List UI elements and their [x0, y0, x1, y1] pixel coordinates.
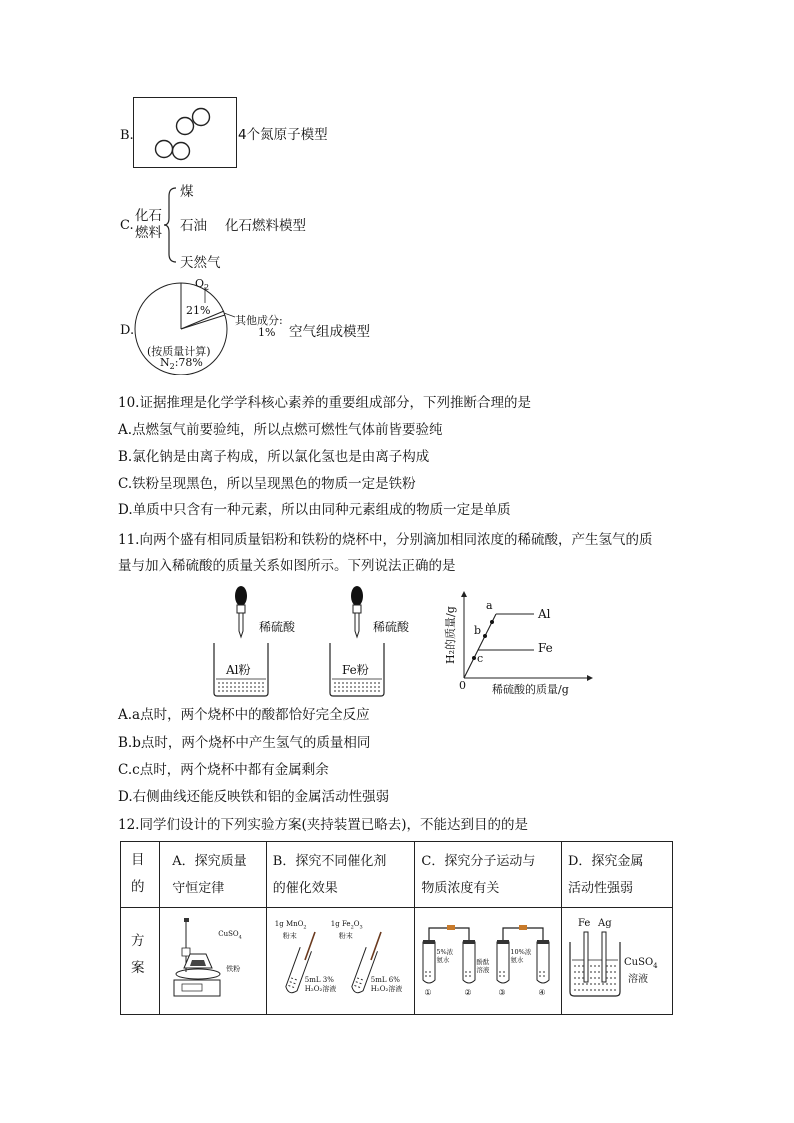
tube2-powder-label: 1g $Fe_2O_3$ 粉末 — [330, 920, 363, 941]
cuso4-solution-label: CuSO$_4$ 溶液 — [624, 957, 658, 985]
tube1-solution-label: 5mL 3% H₂O₂溶液 — [304, 976, 337, 993]
q11-stem-line1: 11.向两个盛有相同质量铝粉和铁粉的烧杯中，分别滴加相同浓度的稀硫酸，产生氢气的质 — [118, 532, 653, 548]
point-c — [472, 656, 476, 660]
header-c: C．探究分子运动与 物质浓度有关 — [415, 842, 562, 908]
q10-option-d: D.单质中只含有一种元素，所以由同种元素组成的物质一定是单质 — [118, 502, 511, 518]
label-c: c — [477, 652, 484, 665]
experiment-table — [120, 841, 673, 1015]
nitrogen-atoms-diagram — [133, 97, 239, 169]
scheme-label-cell — [121, 908, 160, 1015]
cuso4-label-a: CuSO$_4$ — [218, 930, 242, 941]
scheme-b-cell — [266, 908, 415, 1015]
point-b — [483, 634, 487, 638]
option-b-label: B. — [120, 128, 134, 143]
purpose-label: 目 的 — [131, 852, 145, 895]
other-percent: 1% — [258, 326, 276, 339]
q11-option-d: D.右侧曲线还能反映铁和铝的金属活动性强弱 — [118, 789, 390, 805]
o2-percent: 21% — [186, 304, 211, 317]
beaker-al-diagram — [210, 585, 270, 700]
label-a: a — [486, 599, 493, 612]
c-label-3: 10%浓 氨水 — [510, 948, 532, 964]
header-d: D．探究金属 活动性强弱 — [562, 842, 673, 908]
c-num-1: ① — [424, 988, 432, 997]
header-a: A．探究质量 守恒定律 — [160, 842, 267, 908]
c-num-3: ③ — [498, 988, 506, 997]
option-c-caption: 化石燃料模型 — [225, 218, 306, 234]
fuel-item-gas: 天然气 — [180, 255, 221, 271]
fuel-item-oil: 石油 — [180, 218, 207, 234]
option-c-group — [135, 208, 162, 242]
group-line-2: 燃料 — [135, 225, 162, 241]
scheme-c-cell — [415, 908, 562, 1015]
fe-label: Fe — [578, 918, 591, 929]
beaker-al-reagent: 稀硫酸 — [259, 620, 296, 634]
graph-ylabel: H₂的质量/g — [444, 606, 457, 664]
tube1-powder-label: 1g MnO$_2$ 粉末 — [274, 920, 307, 941]
label-b: b — [474, 624, 482, 637]
q11-stem-line2: 量与加入稀硫酸的质量关系如图所示。下列说法正确的是 — [118, 558, 456, 574]
c-label-1: 5%浓 氨水 — [436, 948, 454, 964]
header-b: B．探究不同催化剂 的催化效果 — [266, 842, 415, 908]
beaker-al-label: Al粉 — [226, 663, 251, 677]
ag-label: Ag — [598, 918, 612, 929]
q11-option-c: C.c点时，两个烧杯中都有金属剩余 — [118, 762, 329, 778]
c-label-2: 酚酞 溶液 — [476, 958, 490, 974]
option-c-label: C. — [120, 218, 134, 233]
series-al-label: Al — [538, 607, 551, 621]
brace-icon — [163, 186, 179, 264]
q11-option-a: A.a点时，两个烧杯中的酸都恰好完全反应 — [118, 707, 370, 723]
balance-apparatus — [160, 908, 264, 1012]
beaker-fe-reagent: 稀硫酸 — [373, 620, 410, 634]
q11-option-b: B.b点时，两个烧杯中产生氢气的质量相同 — [118, 735, 371, 751]
beaker-fe-diagram — [326, 585, 386, 700]
tube2-solution-label: 5mL 6% H₂O₂溶液 — [370, 976, 403, 993]
q10-option-b: B.氯化钠是由离子构成，所以氯化氢也是由离子构成 — [118, 449, 430, 465]
option-d-caption: 空气组成模型 — [289, 324, 370, 340]
graph-origin: 0 — [459, 679, 466, 692]
n2-label: $N_2:78\%$ — [160, 356, 203, 372]
mass-note: (按质量计算) — [147, 345, 211, 358]
o2-label: $O_2$ — [195, 277, 210, 293]
beaker-fe-label: Fe粉 — [342, 663, 369, 677]
iron-label: 铁粉 — [226, 965, 241, 973]
series-fe-label: Fe — [538, 641, 553, 655]
other-label: 其他成分: — [235, 314, 283, 327]
q10-option-c: C.铁粉呈现黑色，所以呈现黑色的物质一定是铁粉 — [118, 476, 416, 492]
q12-stem: 12.同学们设计的下列实验方案(夹持装置已略去)，不能达到目的的是 — [118, 817, 529, 833]
scheme-d-cell — [562, 908, 673, 1015]
q10-option-a: A.点燃氢气前要验纯，所以点燃可燃性气体前皆要验纯 — [118, 422, 443, 438]
scheme-row — [121, 908, 673, 1015]
scheme-a-cell — [160, 908, 267, 1015]
point-a — [490, 620, 494, 624]
graph-xlabel: 稀硫酸的质量/g — [492, 683, 569, 696]
purpose-row — [121, 842, 673, 908]
option-b-caption: 4个氮原子模型 — [238, 127, 328, 143]
q10-stem: 10.证据推理是化学学科核心素养的重要组成部分，下列推断合理的是 — [118, 395, 531, 411]
option-d-label: D. — [120, 323, 135, 338]
fuel-item-coal: 煤 — [180, 184, 194, 200]
scheme-label: 方 案 — [131, 933, 145, 976]
group-line-1: 化石 — [135, 208, 162, 224]
c-num-2: ② — [464, 988, 472, 997]
c-num-4: ④ — [538, 988, 546, 997]
purpose-label-cell — [121, 842, 160, 908]
